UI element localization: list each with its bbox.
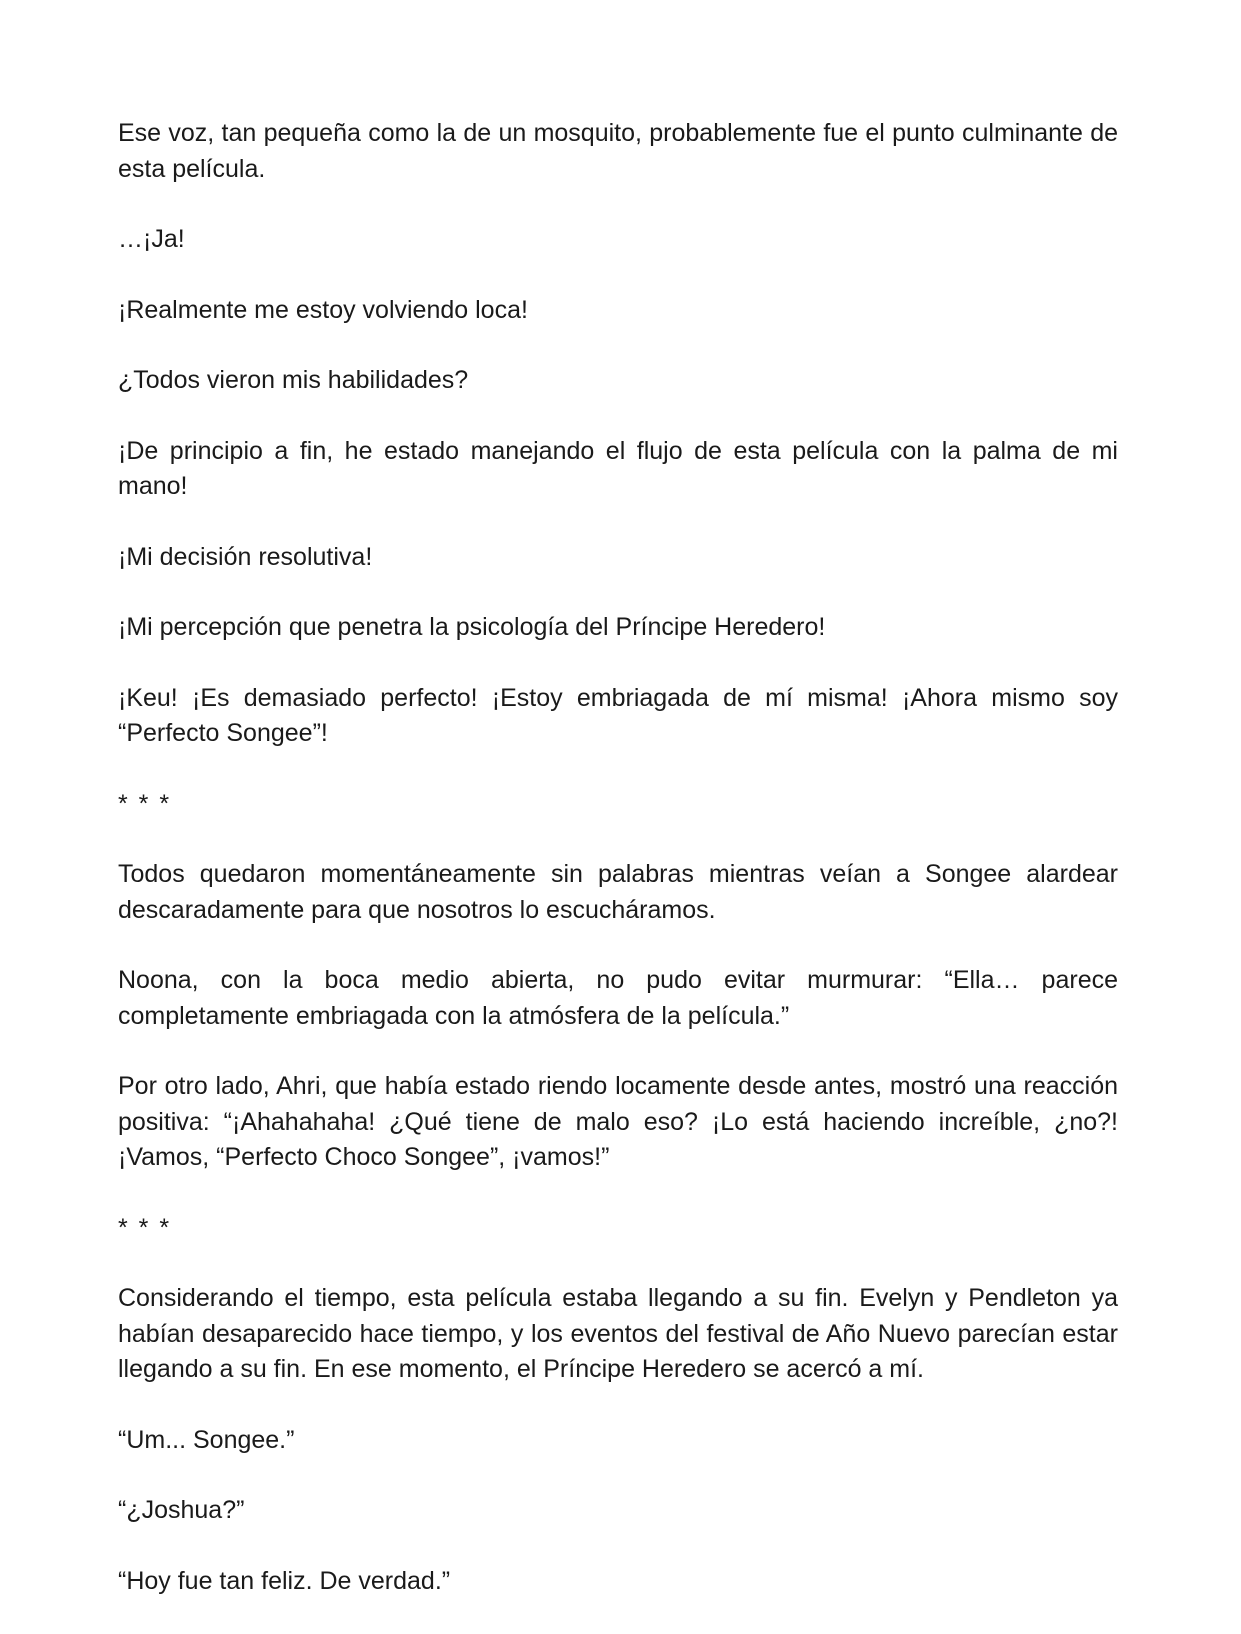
paragraph: ¡Keu! ¡Es demasiado perfecto! ¡Estoy embriagada de mí misma! ¡Ahora mismo soy “Perfecto Songee”! bbox=[118, 683, 1118, 747]
paragraph: ¿Todos vieron mis habilidades? bbox=[118, 366, 469, 394]
paragraph: ¡Realmente me estoy volviendo loca! bbox=[118, 295, 528, 324]
paragraph: “¿Joshua?” bbox=[118, 1496, 245, 1524]
paragraph: Ese voz, tan pequeña como la de un mosquito, probablemente fue el punto culminante de esta película. bbox=[118, 119, 1118, 183]
paragraph: …¡Ja! bbox=[118, 225, 185, 253]
paragraph: Por otro lado, Ahri, que había estado riendo locamente desde antes, mostró una reacción positiva: “¡Ahahahaha! ¿Qué tiene de malo eso? ¡Lo está haciendo increíble, ¿no?! ¡Vamos, “Perfecto Choco Songee”, ¡vamos!” bbox=[118, 1072, 1118, 1171]
scene-separator: * * * bbox=[118, 1213, 172, 1242]
document-body bbox=[118, 116, 1118, 1634]
paragraph: “Hoy fue tan feliz. De verdad.” bbox=[118, 1566, 451, 1595]
paragraph: “Um... Songee.” bbox=[118, 1425, 295, 1454]
paragraph: Todos quedaron momentáneamente sin palabras mientras veían a Songee alardear descaradamente para que nosotros lo escucháramos. bbox=[118, 860, 1118, 924]
paragraph: ¡Mi decisión resolutiva! bbox=[118, 542, 373, 571]
paragraph: ¡Mi percepción que penetra la psicología del Príncipe Heredero! bbox=[118, 613, 826, 641]
paragraph: Noona, con la boca medio abierta, no pudo evitar murmurar: “Ella… parece completamente embriagada con la atmósfera de la película.” bbox=[118, 966, 1118, 1030]
paragraph: ¡De principio a fin, he estado manejando el flujo de esta película con la palma de mi mano! bbox=[118, 436, 1118, 500]
scene-separator: * * * bbox=[118, 789, 172, 818]
paragraph: Considerando el tiempo, esta película estaba llegando a su fin. Evelyn y Pendleton ya habían desaparecido hace tiempo, y los eventos del festival de Año Nuevo parecían estar llegando a su fin. En ese momento, el Príncipe Heredero se acercó a mí. bbox=[118, 1284, 1118, 1383]
